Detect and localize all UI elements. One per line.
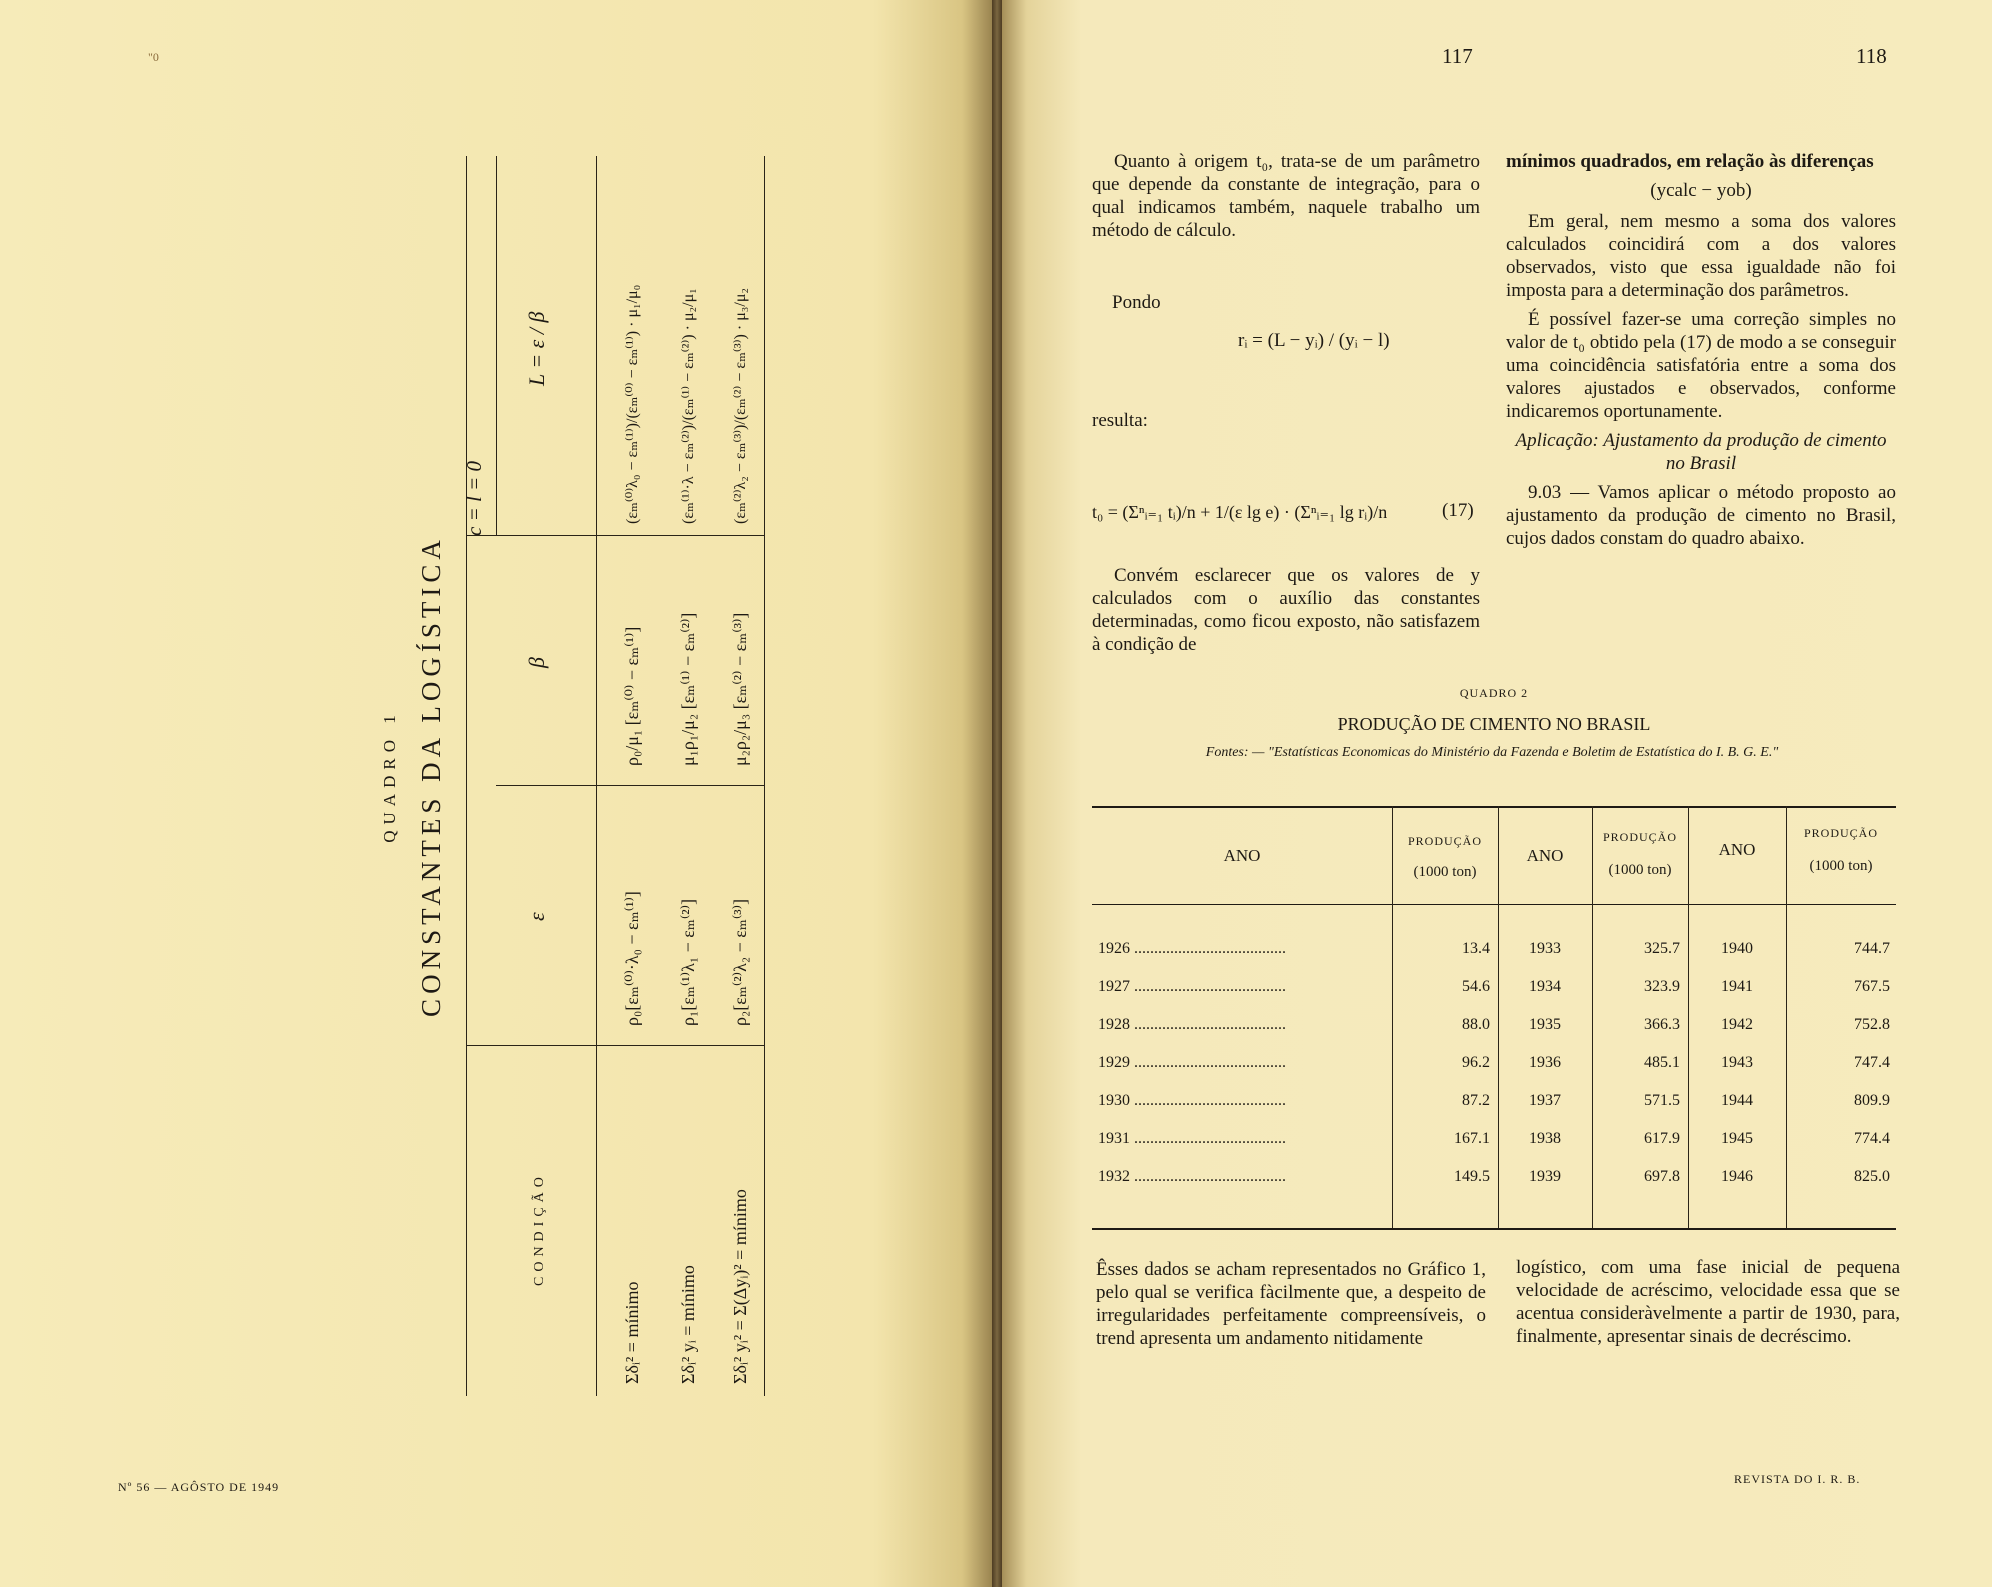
table-cell-production: 149.5 bbox=[1454, 1168, 1490, 1185]
header-unit: (1000 ton) bbox=[1413, 864, 1477, 880]
table-cell-year: 1945 bbox=[1721, 1130, 1753, 1147]
col2-paragraph: Em geral, nem mesmo a soma dos valores calculados coincidirá com a dos valores observados, visto que essa igualdade não foi imposta para a determinação dos parâmetros. bbox=[1506, 211, 1896, 301]
table-cell-production: 571.5 bbox=[1644, 1092, 1680, 1109]
row1-condicao: Σδᵢ² = mínimo bbox=[622, 1281, 642, 1384]
row2-beta: μ₁ρ₁/μ₂ [εₘ⁽¹⁾ − εₘ⁽²⁾] bbox=[678, 612, 698, 766]
table-cell-year: 1932 ...................................... bbox=[1098, 1168, 1286, 1185]
row3-condicao: Σδᵢ² yᵢ² = Σ(Δyᵢ)² = mínimo bbox=[730, 1189, 750, 1384]
quadro1-title: CONSTANTES DA LOGÍSTICA bbox=[416, 535, 446, 1017]
resulta-text: resulta: bbox=[1092, 410, 1148, 431]
col2-paragraph: É possível fazer-se uma correção simples no valor de t₀ obtido pela (17) de modo a se conseguir uma coincidência satisfatória entre a soma dos valores ajustados e observados, conforme indicaremos oportunamente. bbox=[1506, 309, 1896, 422]
bottom-paragraph: Êsses dados se acham representados no Gráfico 1, pelo qual se verifica fàcilmente que, a despeito de irregularidades perfeitamente compreensíveis, o trend apresenta um andamento nitidamente bbox=[1096, 1259, 1486, 1349]
table-cell-production: 697.8 bbox=[1644, 1168, 1680, 1185]
book-gutter bbox=[992, 0, 1002, 1587]
table-cell-year: 1934 bbox=[1529, 978, 1561, 995]
row2-L: (εₘ⁽¹⁾·λ − εₘ⁽²⁾)/(εₘ⁽¹⁾ − εₘ⁽²⁾) · μ₂/μ₁ bbox=[680, 288, 697, 524]
header-producao: PRODUÇÃO bbox=[1803, 826, 1878, 840]
table-cell-year: 1928 ...................................... bbox=[1098, 1016, 1286, 1033]
table-cell-production: 752.8 bbox=[1854, 1016, 1890, 1033]
table-cell-year: 1941 bbox=[1721, 978, 1753, 995]
right-page bbox=[1002, 0, 1992, 1587]
table-cell-production: 87.2 bbox=[1462, 1092, 1490, 1109]
left-page bbox=[0, 0, 992, 1587]
folio-117: 117 bbox=[1442, 44, 1473, 68]
table-cell-year: 1927 ...................................... bbox=[1098, 978, 1286, 995]
row1-beta: ρ₀/μ₁ [εₘ⁽⁰⁾ − εₘ⁽¹⁾] bbox=[622, 626, 642, 766]
bottom-col2 bbox=[1516, 1256, 1900, 1354]
table-top-rule bbox=[466, 156, 467, 1396]
row1-L: (εₘ⁽⁰⁾λ₀ − εₘ⁽¹⁾)/(εₘ⁽⁰⁾ − εₘ⁽¹⁾) · μ₁/μ₀ bbox=[624, 284, 641, 524]
table-cell-year: 1946 bbox=[1721, 1168, 1753, 1185]
col1-paragraph: Quanto à origem t₀, trata-se de um parâmetro que depende da constante de integração, para o qual indicamos também, naquele trabalho um método de cálculo. bbox=[1092, 151, 1480, 241]
pondo-text: Pondo bbox=[1112, 292, 1161, 313]
col2-paragraph: mínimos quadrados, em relação às diferenças bbox=[1506, 151, 1874, 172]
table-cell-production: 366.3 bbox=[1644, 1016, 1680, 1033]
header-bottom-rule bbox=[596, 156, 597, 1396]
table-cell-year: 1942 bbox=[1721, 1016, 1753, 1033]
header-producao: PRODUÇÃO bbox=[1407, 834, 1482, 848]
col1-text bbox=[1092, 150, 1480, 248]
table-cell-year: 1936 bbox=[1529, 1054, 1561, 1071]
table-cell-production: 323.9 bbox=[1644, 978, 1680, 995]
col2-paragraph: 9.03 — Vamos aplicar o método proposto ao ajustamento da produção de cimento no Brasil, cujos dados constam do quadro abaixo. bbox=[1506, 482, 1896, 549]
table-cell-year: 1935 bbox=[1529, 1016, 1561, 1033]
table-header-rule bbox=[1092, 904, 1896, 905]
table-top-rule bbox=[1092, 806, 1896, 808]
table-cell-production: 809.9 bbox=[1854, 1092, 1890, 1109]
table-cell-year: 1939 bbox=[1529, 1168, 1561, 1185]
table-cell-production: 54.6 bbox=[1462, 978, 1490, 995]
table-cell-year: 1940 bbox=[1721, 940, 1753, 957]
table-cell-production: 744.7 bbox=[1854, 940, 1890, 957]
folio-118: 118 bbox=[1856, 44, 1887, 68]
table-bottom-rule bbox=[764, 156, 765, 1396]
col-divider bbox=[466, 1045, 764, 1046]
header-unit: (1000 ton) bbox=[1608, 862, 1672, 878]
col-divider bbox=[466, 535, 764, 536]
row3-L: (εₘ⁽²⁾λ₂ − εₘ⁽³⁾)/(εₘ⁽²⁾ − εₘ⁽³⁾) · μ₃/μ₂ bbox=[732, 288, 749, 524]
quadro1-label: QUADRO 1 bbox=[380, 709, 399, 843]
row3-epsilon: ρ₂[εₘ⁽²⁾λ₂ − εₘ⁽³⁾] bbox=[730, 898, 750, 1026]
table-cell-production: 774.4 bbox=[1854, 1130, 1890, 1147]
bottom-paragraph: logístico, com uma fase inicial de pequena velocidade de acréscimo, velocidade essa que se acentua consideràvelmente a partir de 1930, para, finalmente, apresentar sinais de decréscimo. bbox=[1516, 1257, 1900, 1347]
table-cell-year: 1933 bbox=[1529, 940, 1561, 957]
formula-number: (17) bbox=[1442, 500, 1474, 521]
page-mark: "0 bbox=[148, 50, 159, 64]
table-cell-production: 13.4 bbox=[1462, 940, 1490, 957]
header-beta: β bbox=[524, 657, 549, 668]
header-producao: PRODUÇÃO bbox=[1602, 830, 1677, 844]
table-cell-production: 485.1 bbox=[1644, 1054, 1680, 1071]
row3-beta: μ₂ρ₂/μ₃ [εₘ⁽²⁾ − εₘ⁽³⁾] bbox=[730, 612, 750, 766]
col-divider bbox=[496, 785, 764, 786]
col2-text bbox=[1506, 150, 1896, 556]
table-cell-year: 1943 bbox=[1721, 1054, 1753, 1071]
table-cell-year: 1938 bbox=[1529, 1130, 1561, 1147]
condition-note: c = l = 0 bbox=[462, 461, 486, 536]
quadro2-title: PRODUÇÃO DE CIMENTO NO BRASIL bbox=[1337, 714, 1651, 734]
table-cell-year: 1937 bbox=[1529, 1092, 1561, 1109]
table-cell-production: 88.0 bbox=[1462, 1016, 1490, 1033]
table-cell-year: 1931 ...................................... bbox=[1098, 1130, 1286, 1147]
table-cell-production: 325.7 bbox=[1644, 940, 1680, 957]
header-condicao: CONDIÇÃO bbox=[532, 1172, 547, 1286]
col1-text-2 bbox=[1092, 564, 1480, 662]
table-cell-production: 167.1 bbox=[1454, 1130, 1490, 1147]
table-cell-production: 96.2 bbox=[1462, 1054, 1490, 1071]
section-heading: Aplicação: Ajustamento da produção de cimento no Brasil bbox=[1515, 430, 1887, 474]
row2-epsilon: ρ₁[εₘ⁽¹⁾λ₁ − εₘ⁽²⁾] bbox=[678, 898, 698, 1026]
header-ano: ANO bbox=[1223, 846, 1261, 865]
col2-formula: (ycalc − yob) bbox=[1650, 180, 1752, 201]
quadro2-label: QUADRO 2 bbox=[1459, 686, 1529, 700]
table-cell-production: 825.0 bbox=[1854, 1168, 1890, 1185]
table-cell-year: 1929 ...................................... bbox=[1098, 1054, 1286, 1071]
formula-t0: t₀ = (Σⁿᵢ₌₁ tᵢ)/n + 1/(ε lg e) · (Σⁿᵢ₌₁ lg rᵢ)/n bbox=[1092, 502, 1388, 522]
header-unit: (1000 ton) bbox=[1809, 858, 1873, 874]
header-epsilon: ε bbox=[524, 912, 549, 921]
table-cell-production: 617.9 bbox=[1644, 1130, 1680, 1147]
left-footer: Nº 56 — AGÔSTO DE 1949 bbox=[118, 1480, 280, 1494]
row2-condicao: Σδᵢ² yᵢ = mínimo bbox=[678, 1265, 698, 1384]
table-cell-production: 747.4 bbox=[1854, 1054, 1890, 1071]
header-L: L = ε / β bbox=[524, 311, 549, 386]
formula-r: rᵢ = (L − yᵢ) / (yᵢ − l) bbox=[1238, 330, 1390, 351]
col1-paragraph-2: Convém esclarecer que os valores de y calculados com o auxílio das constantes determinadas, como ficou exposto, não satisfazem à condição de bbox=[1092, 565, 1480, 655]
table-cell-year: 1944 bbox=[1721, 1092, 1753, 1109]
table-cell-year: 1930 ...................................... bbox=[1098, 1092, 1286, 1109]
header-ano: ANO bbox=[1526, 846, 1564, 865]
table-cell-production: 767.5 bbox=[1854, 978, 1890, 995]
quadro1-table bbox=[378, 156, 778, 1396]
table-bottom-rule bbox=[1092, 1228, 1896, 1230]
header-ano: ANO bbox=[1718, 840, 1756, 859]
bottom-col1 bbox=[1096, 1258, 1486, 1356]
row1-epsilon: ρ₀[εₘ⁽⁰⁾·λ₀ − εₘ⁽¹⁾] bbox=[622, 891, 642, 1026]
table-cell-year: 1926 ...................................... bbox=[1098, 940, 1286, 957]
right-footer: REVISTA DO I. R. B. bbox=[1734, 1472, 1861, 1486]
subhead-rule bbox=[496, 156, 497, 536]
quadro2-source: Fontes: — "Estatísticas Economicas do Ministério da Fazenda e Boletim de Estatística do I. B. G. E." bbox=[1205, 745, 1779, 760]
